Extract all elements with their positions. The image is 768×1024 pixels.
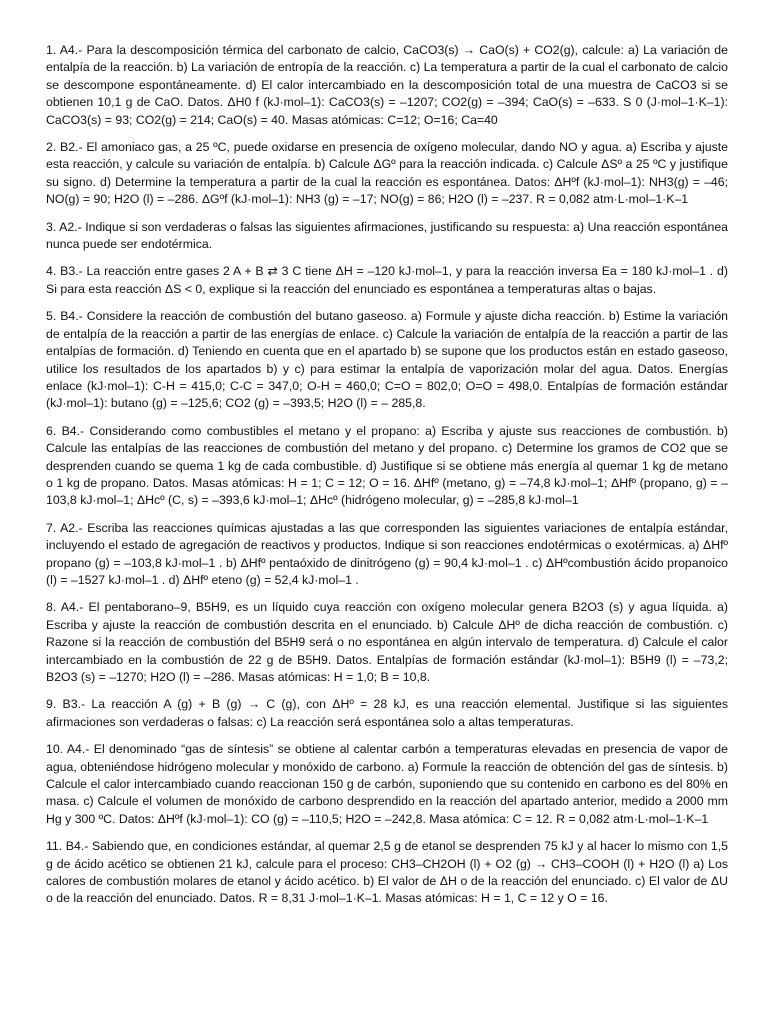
problem-6 bbox=[46, 423, 728, 510]
problem-code: B2.- bbox=[60, 140, 83, 155]
problem-text: Indique si son verdaderas o falsas las siguientes afirmaciones, justificando su respuesta: a) Una reacción espontánea nunca puede ser endotérmica. bbox=[46, 219, 728, 252]
problem-text: Sabiendo que, en condiciones estándar, al quemar 2,5 g de etanol se desprenden 75 kJ y al hacer lo mismo con 1,5 g de ácido acético se obtienen 21 kJ, calcule para el proceso: CH3–CH2OH (l) + O2 (g) → CH3–COOH (l) + H2O (l) a) Los calores de combustión molares de etanol y ácido acético. b) El valor de ΔH o de la reacción del enunciado. c) El valor de ΔU o de la reacción del enunciado. Datos. R = 8,31 J·mol–1·K–1. Masas atómicas: H = 1, C = 12 y O = 16. bbox=[46, 839, 728, 906]
problem-number: 10. bbox=[46, 742, 64, 757]
problem-text: Considere la reacción de combustión del butano gaseoso. a) Formule y ajuste dicha reacción. b) Estime la variación de entalpía de la reacción a partir de las energías de enlace. c) Calcule la variación de entalpía de la reacción a partir de las entalpías de formación. d) Teniendo en cuenta que en el apartado b) se supone que los productos están en estado gaseoso, utilice los resultados de los apartados b) y c) para estimar la entalpía de vaporización molar del agua. Datos. Energías enlace (kJ·mol–1): C-H = 415,0; C-C = 347,0; O-H = 460,0; C=O = 802,0; O=O = 498,0. Entalpías de formación estándar (kJ·mol–1): butano (g) = –125,6; CO2 (g) = –393,5; H2O (l) = – 285,8. bbox=[46, 309, 728, 411]
problem-code: A2.- bbox=[60, 520, 83, 535]
problem-text: Escriba las reacciones químicas ajustadas a las que corresponden las siguientes variaciones de entalpía estándar, incluyendo el estado de agregación de reactivos y productos. Indique si son reacciones endotérmicas o exotérmicas. a) ΔHfº propano (g) = –103,8 kJ·mol–1 . b) ΔHfº pentaóxido de dinitrógeno (g) = 90,4 kJ·mol–1 . c) ΔHºcombustión ácido propanoico (l) = –1527 kJ·mol–1 . d) ΔHfº eteno (g) = 52,4 kJ·mol–1 . bbox=[46, 520, 728, 587]
problem-number: 8. bbox=[46, 600, 57, 615]
problem-code: B4.- bbox=[60, 309, 83, 324]
problem-code: A2.- bbox=[59, 219, 82, 234]
problem-number: 11. bbox=[46, 839, 63, 854]
document-page bbox=[46, 42, 728, 918]
problem-code: B4.- bbox=[61, 423, 85, 438]
problem-1 bbox=[46, 42, 728, 129]
problem-code: A4.- bbox=[60, 600, 84, 615]
problem-number: 9. bbox=[46, 697, 57, 712]
problem-code: B4.- bbox=[65, 839, 89, 854]
problem-number: 2. bbox=[46, 140, 57, 155]
problem-text: El denominado “gas de síntesis” se obtiene al calentar carbón a temperaturas elevadas en presencia de vapor de agua, obteniéndose hidrógeno molecular y monóxido de carbono. a) Formule la reacción de obtención del gas de síntesis. b) Calcule el calor intercambiado cuando reaccionan 150 g de carbón, suponiendo que su contenido en carbono es del 80% en masa. c) Calcule el volumen de monóxido de carbono desprendido en la reacción del apartado anterior, medido a 2000 mm Hg y 300 ºC. Datos: ΔHºf (kJ·mol–1): CO (g) = –110,5; H2O = –242,8. Masa atómica: C = 12. R = 0,082 atm·L·mol–1·K–1 bbox=[46, 742, 728, 826]
problem-9 bbox=[46, 696, 728, 731]
problem-7 bbox=[46, 520, 728, 590]
problem-text: El amoniaco gas, a 25 ºC, puede oxidarse en presencia de oxígeno molecular, dando NO y agua. a) Escriba y ajuste esta reacción, y calcule su variación de entalpía. b) Calcule ΔGº para la reacción indicada. c) Calcule ΔSº a 25 ºC y justifique su signo. d) Determine la temperatura a partir de la cual la reacción es espontánea. Datos: ΔHºf (kJ·mol–1): NH3(g) = –46; NO(g) = 90; H2O (l) = –286. ΔGºf (kJ·mol–1): NH3 (g) = –17; NO(g) = 86; H2O (l) = –237. R = 0,082 atm·L·mol–1·K–1 bbox=[46, 140, 728, 207]
problem-text: La reacción A (g) + B (g) → C (g), con ΔHº = 28 kJ, es una reacción elemental. Justifique si las siguientes afirmaciones son verdaderas o falsas: c) La reacción será espontánea solo a altas temperaturas. bbox=[46, 697, 729, 729]
problem-number: 6. bbox=[46, 423, 57, 438]
problem-text: La reacción entre gases 2 A + B ⇄ 3 C tiene ΔH = –120 kJ·mol–1, y para la reacción inversa Ea = 180 kJ·mol–1 . d) Si para esta reacción ΔS < 0, explique si la reacción del enunciado es espontánea a temperaturas altas o bajas. bbox=[46, 264, 728, 296]
problem-number: 1. bbox=[46, 43, 57, 57]
problem-code: A4.- bbox=[66, 742, 90, 757]
problem-2 bbox=[46, 139, 728, 209]
problem-number: 3. bbox=[46, 219, 57, 234]
problem-text: El pentaborano–9, B5H9, es un líquido cuya reacción con oxígeno molecular genera B2O3 (s) y agua líquida. a) Escriba y ajuste la reacción de combustión descrita en el enunciado. b) Calcule ΔHº de dicha reacción de combustión. c) Razone si la reacción de combustión del B5H9 será o no espontánea en algún intervalo de temperatura. d) Calcule el calor intercambiado en la combustión de 22 g de B5H9. Datos. Entalpías de formación estándar (kJ·mol–1): B5H9 (l) = –73,2; B2O3 (s) = –1270; H2O (l) = –286. Masas atómicas: H = 1,0; B = 10,8. bbox=[46, 600, 728, 684]
problem-5 bbox=[46, 308, 728, 412]
problem-text: Considerando como combustibles el metano y el propano: a) Escriba y ajuste sus reacciones de combustión. b) Calcule las entalpías de las reacciones de combustión del metano y del propano. c) Determine los gramos de CO2 que se desprenden cuando se quema 1 kg de cada combustible. d) Justifique si se obtiene más energía al quemar 1 kg de metano o 1 kg de propano. Datos. Masas atómicas: H = 1; C = 12; O = 16. ΔHfº (metano, g) = –74,8 kJ·mol–1; ΔHfº (propano, g) = –103,8 kJ·mol–1; ΔHcº (C, s) = –393,6 kJ·mol–1; ΔHcº (hidrógeno molecular, g) = –285,8 kJ·mol–1 bbox=[46, 423, 728, 508]
problem-number: 7. bbox=[46, 520, 57, 535]
problem-4 bbox=[46, 263, 728, 298]
problem-3 bbox=[46, 219, 728, 254]
problem-code: B3.- bbox=[60, 264, 83, 279]
problem-11 bbox=[46, 838, 728, 908]
problem-code: B3.- bbox=[62, 697, 86, 712]
problem-number: 5. bbox=[46, 309, 57, 324]
problem-number: 4. bbox=[46, 264, 57, 279]
problem-text: Para la descomposición térmica del carbonato de calcio, CaCO3(s) → CaO(s) + CO2(g), calcule: a) La variación de entalpía de la reacción. b) La variación de entropía de la reacción. c) La temperatura a partir de la cual el carbonato de calcio se descompone espontáneamente. d) El calor intercambiado en la descomposición total de una muestra de CaCO3 si se obtienen 10,1 g de CaO. Datos. ΔH0 f (kJ·mol–1): CaCO3(s) = –1207; CO2(g) = –394; CaO(s) = –633. S 0 (J·mol–1·K–1): CaCO3(s) = 93; CO2(g) = 214; CaO(s) = 40. Masas atómicas: C=12; O=16; Ca=40 bbox=[46, 43, 728, 127]
problem-code: A4.- bbox=[59, 43, 83, 57]
problem-8 bbox=[46, 599, 728, 686]
problem-10 bbox=[46, 741, 728, 828]
